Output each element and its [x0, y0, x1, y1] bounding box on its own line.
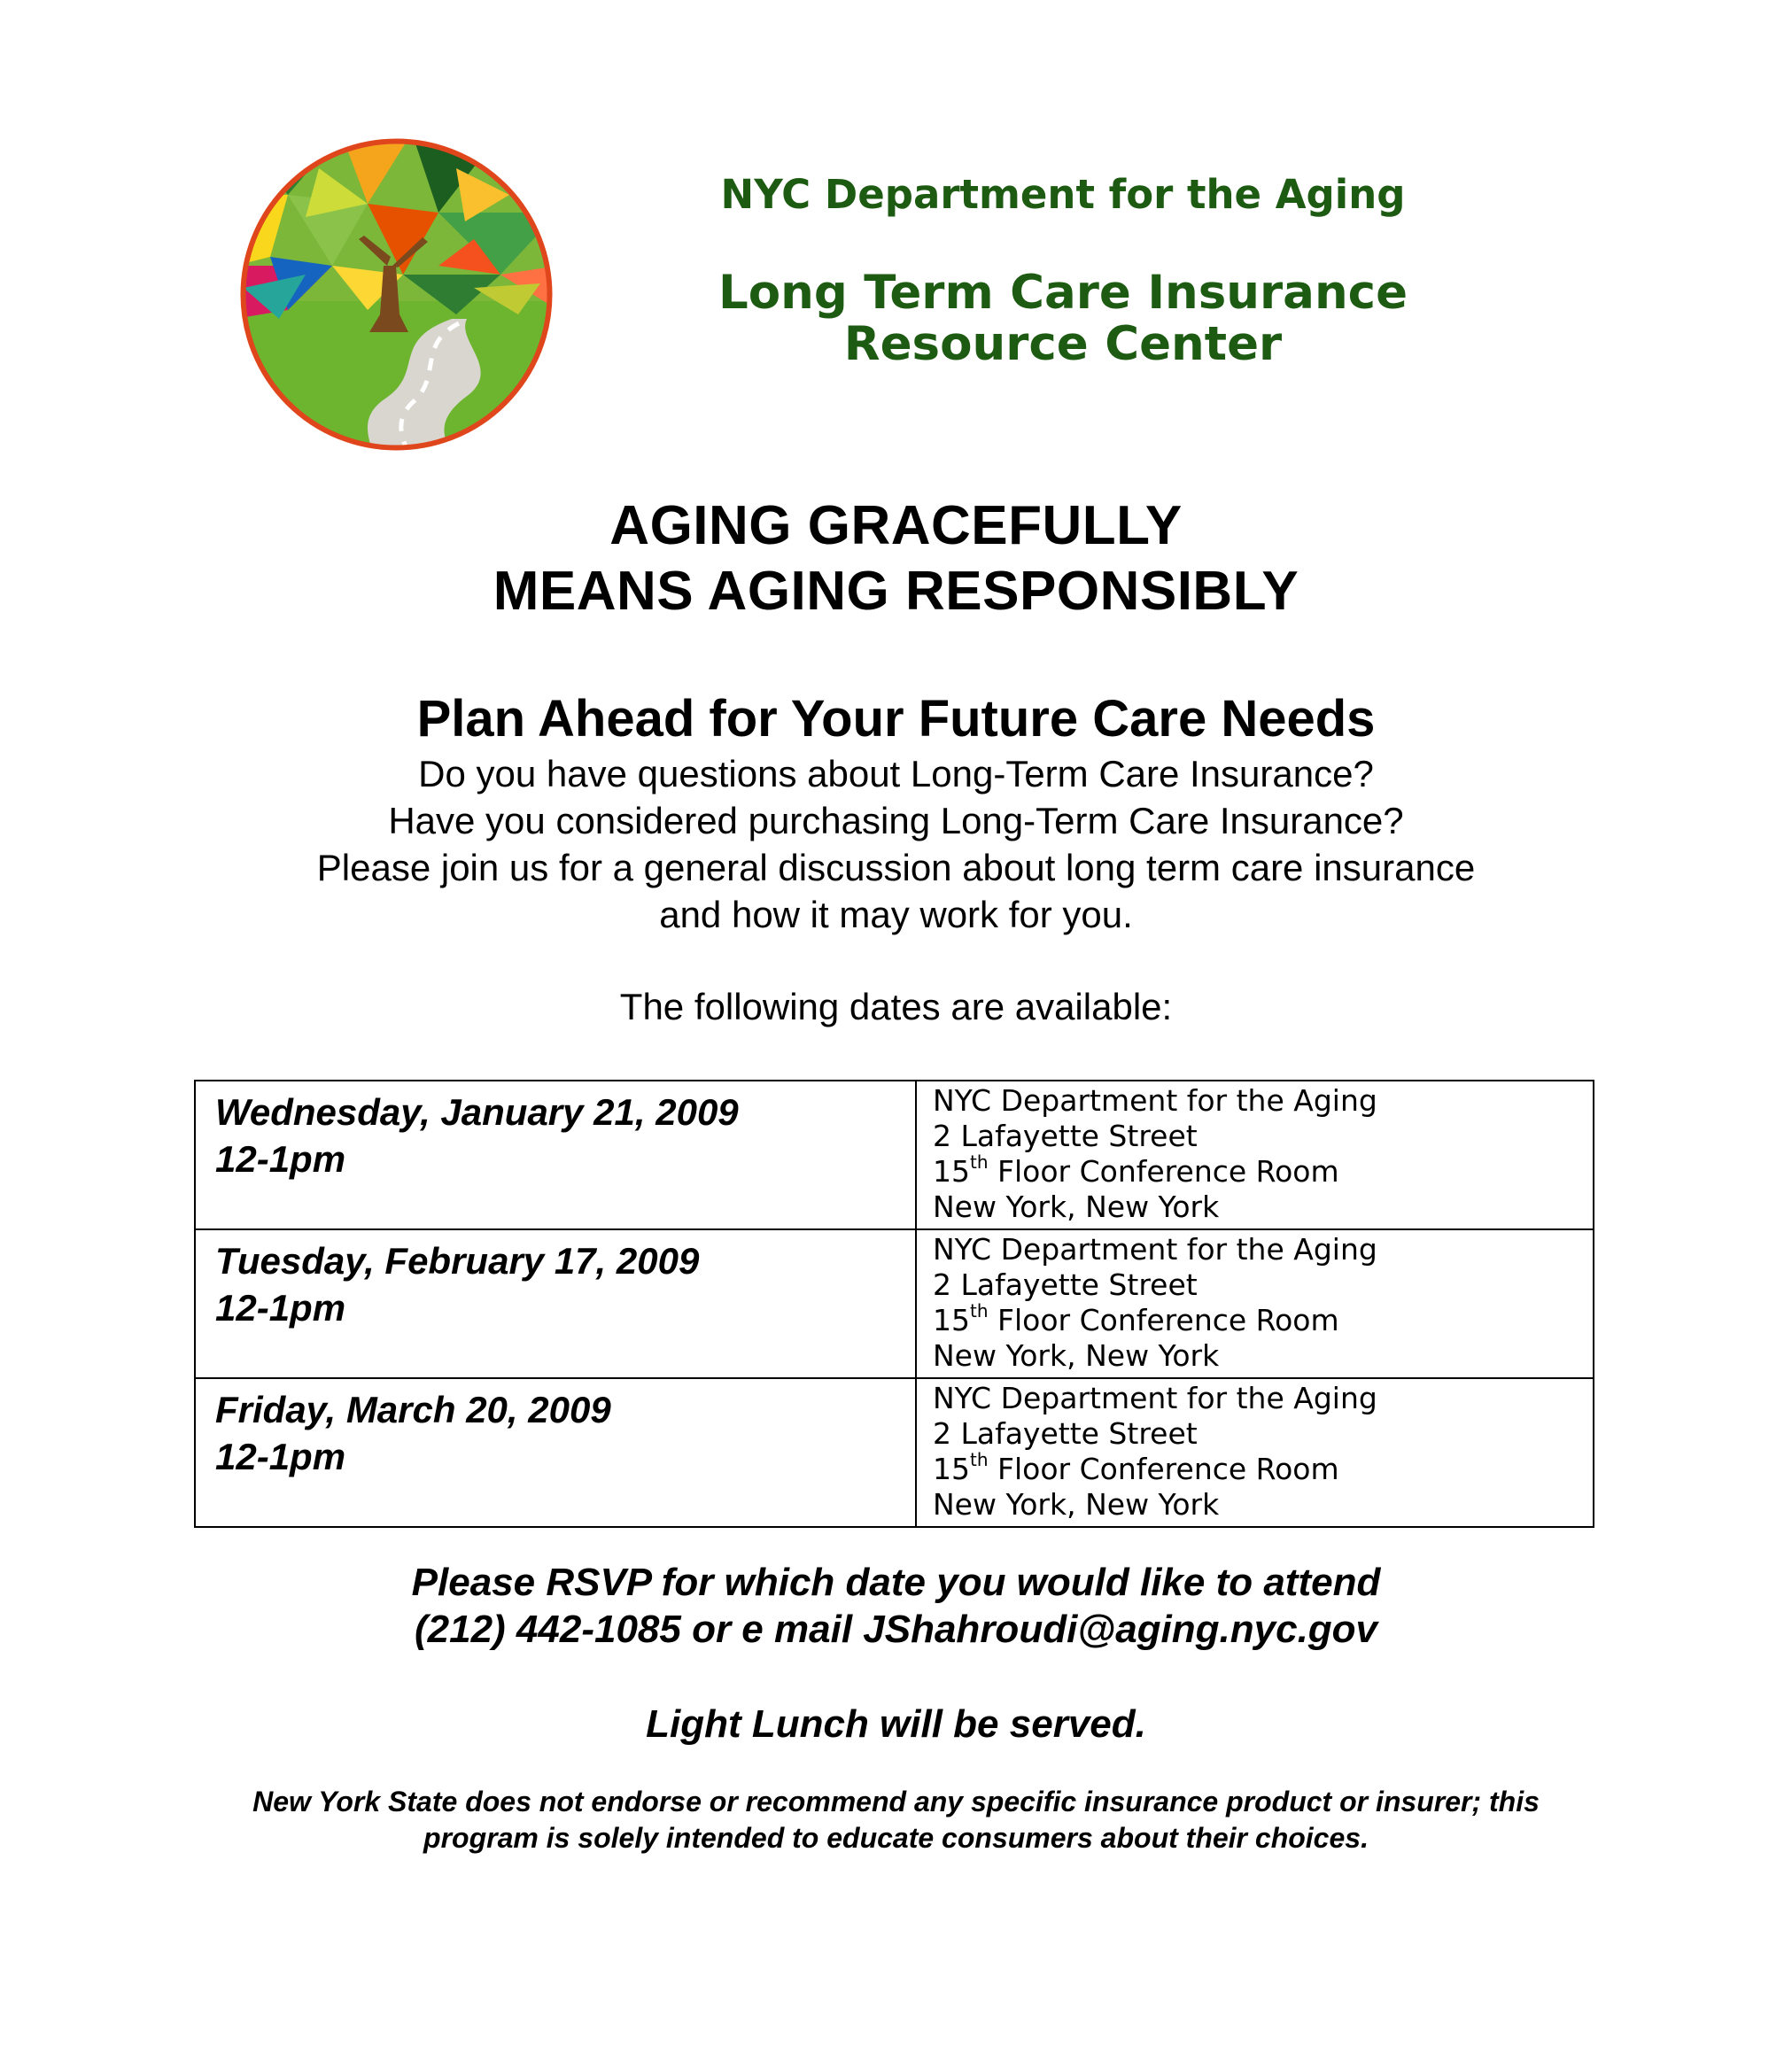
session-date: Wednesday, January 21, 2009 — [215, 1091, 739, 1133]
rsvp-contact: (212) 442-1085 or e mail JShahroudi@aging.nyc.gov — [414, 1608, 1378, 1651]
table-row — [195, 1229, 1594, 1378]
location-city: New York, New York — [933, 1487, 1220, 1522]
floor-room: Floor Conference Room — [988, 1452, 1339, 1486]
resource-center-title-line1: Long Term Care Insurance — [718, 266, 1408, 320]
location-street: 2 Lafayette Street — [933, 1416, 1198, 1451]
location-room — [933, 1151, 1593, 1190]
session-location-cell — [916, 1378, 1594, 1527]
floor-suffix: th — [970, 1449, 989, 1470]
location-organization: NYC Department for the Aging — [933, 1083, 1377, 1118]
table-row — [195, 1081, 1594, 1229]
floor-room: Floor Conference Room — [988, 1303, 1339, 1337]
session-date-cell — [195, 1378, 916, 1527]
floor-number: 15 — [933, 1154, 970, 1189]
invitation-line2: and how it may work for you. — [659, 894, 1133, 935]
schedule-table — [194, 1080, 1594, 1528]
disclaimer-line2: program is solely intended to educate consumers about their choices. — [423, 1822, 1369, 1854]
session-date-cell — [195, 1229, 916, 1378]
location-street: 2 Lafayette Street — [933, 1119, 1198, 1153]
rsvp-line1: Please RSVP for which date you would like to attend — [411, 1561, 1381, 1604]
disclaimer-line1: New York State does not endorse or recommend any specific insurance product or insurer; this — [252, 1786, 1540, 1817]
location-room — [933, 1449, 1593, 1487]
subtitle: Plan Ahead for Your Future Care Needs — [416, 690, 1376, 748]
session-date: Tuesday, February 17, 2009 — [215, 1240, 700, 1282]
floor-number: 15 — [933, 1452, 970, 1486]
lunch-note: Light Lunch will be served. — [646, 1702, 1146, 1746]
location-street: 2 Lafayette Street — [933, 1267, 1198, 1302]
tree-logo-icon — [235, 133, 558, 456]
session-date: Friday, March 20, 2009 — [215, 1389, 611, 1430]
floor-suffix: th — [970, 1300, 989, 1321]
session-date-cell — [195, 1081, 916, 1229]
location-room — [933, 1300, 1593, 1338]
floor-room: Floor Conference Room — [988, 1154, 1339, 1189]
session-time: 12-1pm — [215, 1436, 346, 1477]
session-location-cell — [916, 1081, 1594, 1229]
location-organization: NYC Department for the Aging — [933, 1381, 1377, 1415]
table-row — [195, 1378, 1594, 1527]
session-time: 12-1pm — [215, 1138, 346, 1180]
location-city: New York, New York — [933, 1190, 1220, 1224]
organization-name: NYC Department for the Aging — [720, 171, 1406, 218]
session-location-cell — [916, 1229, 1594, 1378]
question-2: Have you considered purchasing Long-Term Care Insurance? — [388, 800, 1404, 841]
floor-number: 15 — [933, 1303, 970, 1337]
session-time: 12-1pm — [215, 1287, 346, 1329]
question-1: Do you have questions about Long-Term Care Insurance? — [418, 753, 1374, 794]
dates-intro: The following dates are available: — [619, 986, 1173, 1027]
headline-line2: MEANS AGING RESPONSIBLY — [493, 561, 1299, 622]
resource-center-title-line2: Resource Center — [843, 317, 1283, 371]
location-organization: NYC Department for the Aging — [933, 1232, 1377, 1267]
headline-line1: AGING GRACEFULLY — [609, 495, 1183, 556]
location-city: New York, New York — [933, 1338, 1220, 1373]
invitation-line1: Please join us for a general discussion about long term care insurance — [316, 847, 1476, 888]
floor-suffix: th — [970, 1151, 989, 1173]
